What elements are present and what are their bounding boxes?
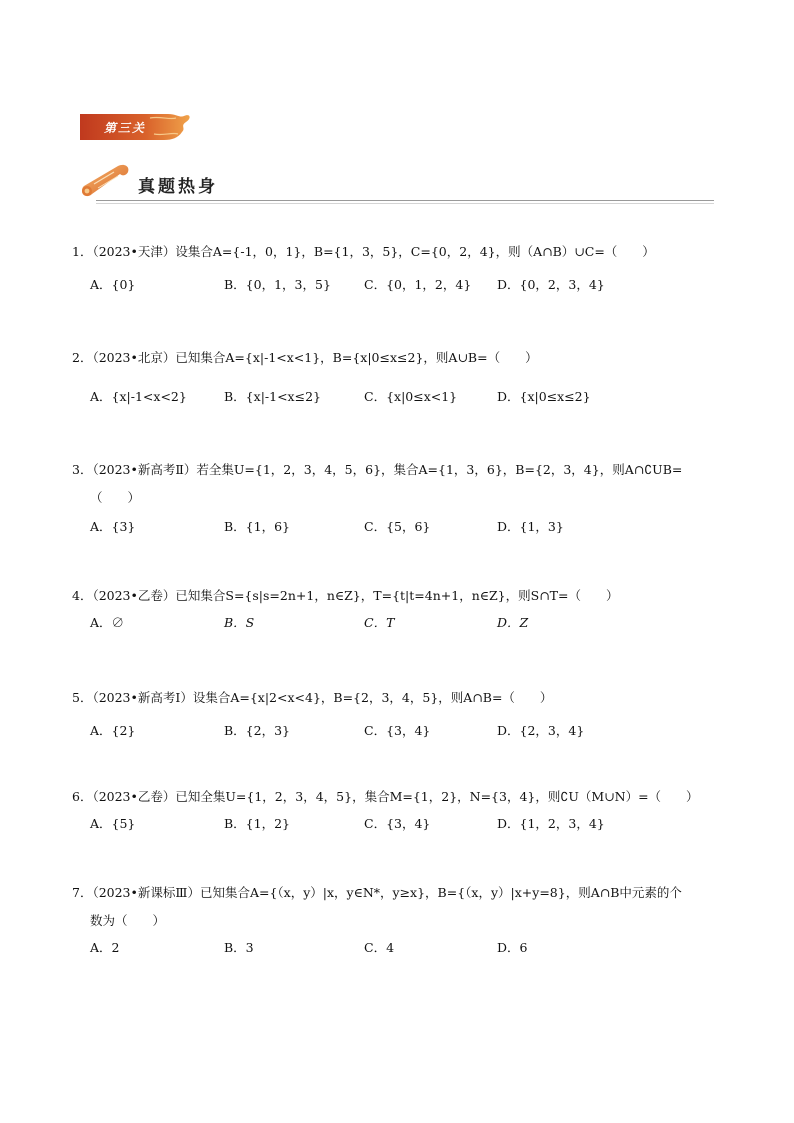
scroll-icon [78, 160, 134, 204]
question-4 [72, 582, 724, 638]
question-2 [72, 344, 724, 412]
option-d[interactable]: D．Z [497, 615, 529, 630]
option-c[interactable]: C．{x|0≤x<1} [364, 389, 458, 404]
banner-label: 第三关 [104, 121, 147, 135]
options-row [72, 937, 724, 963]
options-row [72, 386, 724, 412]
question-stem: 1．（2023•天津）设集合A={-1，0，1}，B={1，3，5}，C={0，2，4}，则（A∩B）∪C=（ ） [72, 244, 655, 259]
option-c[interactable]: C．T [364, 615, 395, 630]
question-1 [72, 238, 724, 300]
options-row [72, 813, 724, 839]
question-stem: 4．（2023•乙卷）已知集合S={s|s=2n+1，n∈Z}，T={t|t=4n+1，n∈Z}，则S∩T=（ ） [72, 588, 619, 603]
option-b[interactable]: B．{0，1，3，5} [224, 277, 331, 292]
option-c[interactable]: C．{5，6} [364, 519, 431, 534]
question-7 [72, 879, 724, 963]
question-stem: 5．（2023•新高考Ⅰ）设集合A={x|2<x<4}，B={2，3，4，5}，则A∩B=（ ） [72, 690, 553, 705]
option-a[interactable]: A．{5} [90, 816, 136, 831]
question-stem: 7．（2023•新课标Ⅲ）已知集合A={（x，y）|x，y∈N*，y≥x}，B={（x，y）|x+y=8}，则A∩B中元素的个 [72, 885, 682, 900]
option-b[interactable]: B．S [224, 615, 255, 630]
option-d[interactable]: D．{0，2，3，4} [497, 277, 605, 292]
level-banner [80, 112, 192, 142]
section-title: 真题热身 [138, 177, 218, 197]
question-5 [72, 684, 724, 746]
options-row [72, 612, 724, 638]
options-row [72, 274, 724, 300]
section-header [78, 160, 718, 206]
option-c[interactable]: C．{0，1，2，4} [364, 277, 472, 292]
question-stem-continued: （ ） [90, 490, 141, 505]
header-divider-thin [96, 203, 714, 204]
question-stem: 2．（2023•北京）已知集合A={x|-1<x<1}，B={x|0≤x≤2}，则A∪B=（ ） [72, 350, 538, 365]
option-d[interactable]: D．6 [497, 940, 528, 955]
option-a[interactable]: A．∅ [90, 615, 125, 630]
option-b[interactable]: B．{1，6} [224, 519, 290, 534]
option-b[interactable]: B．3 [224, 940, 254, 955]
option-b[interactable]: B．{x|-1<x≤2} [224, 389, 321, 404]
option-d[interactable]: D．{x|0≤x≤2} [497, 389, 591, 404]
option-b[interactable]: B．{2，3} [224, 723, 290, 738]
option-d[interactable]: D．{1，3} [497, 519, 564, 534]
option-a[interactable]: A．2 [90, 940, 120, 955]
options-row [72, 516, 724, 542]
option-c[interactable]: C．{3，4} [364, 816, 431, 831]
option-c[interactable]: C．{3，4} [364, 723, 431, 738]
question-6 [72, 783, 724, 839]
option-a[interactable]: A．{x|-1<x<2} [90, 389, 187, 404]
question-3 [72, 456, 724, 542]
question-stem: 6．（2023•乙卷）已知全集U={1，2，3，4，5}，集合M={1，2}，N={3，4}，则∁U（M∪N）=（ ） [72, 789, 699, 804]
option-a[interactable]: A．{2} [90, 723, 136, 738]
options-row [72, 720, 724, 746]
header-divider [96, 200, 714, 201]
option-a[interactable]: A．{0} [90, 277, 136, 292]
option-c[interactable]: C．4 [364, 940, 395, 955]
option-d[interactable]: D．{2，3，4} [497, 723, 585, 738]
question-stem: 3．（2023•新高考Ⅱ）若全集U={1，2，3，4，5，6}，集合A={1，3，6}，B={2，3，4}，则A∩∁UB= [72, 462, 683, 477]
option-d[interactable]: D．{1，2，3，4} [497, 816, 605, 831]
question-stem-continued: 数为（ ） [90, 913, 166, 928]
option-b[interactable]: B．{1，2} [224, 816, 290, 831]
option-a[interactable]: A．{3} [90, 519, 136, 534]
